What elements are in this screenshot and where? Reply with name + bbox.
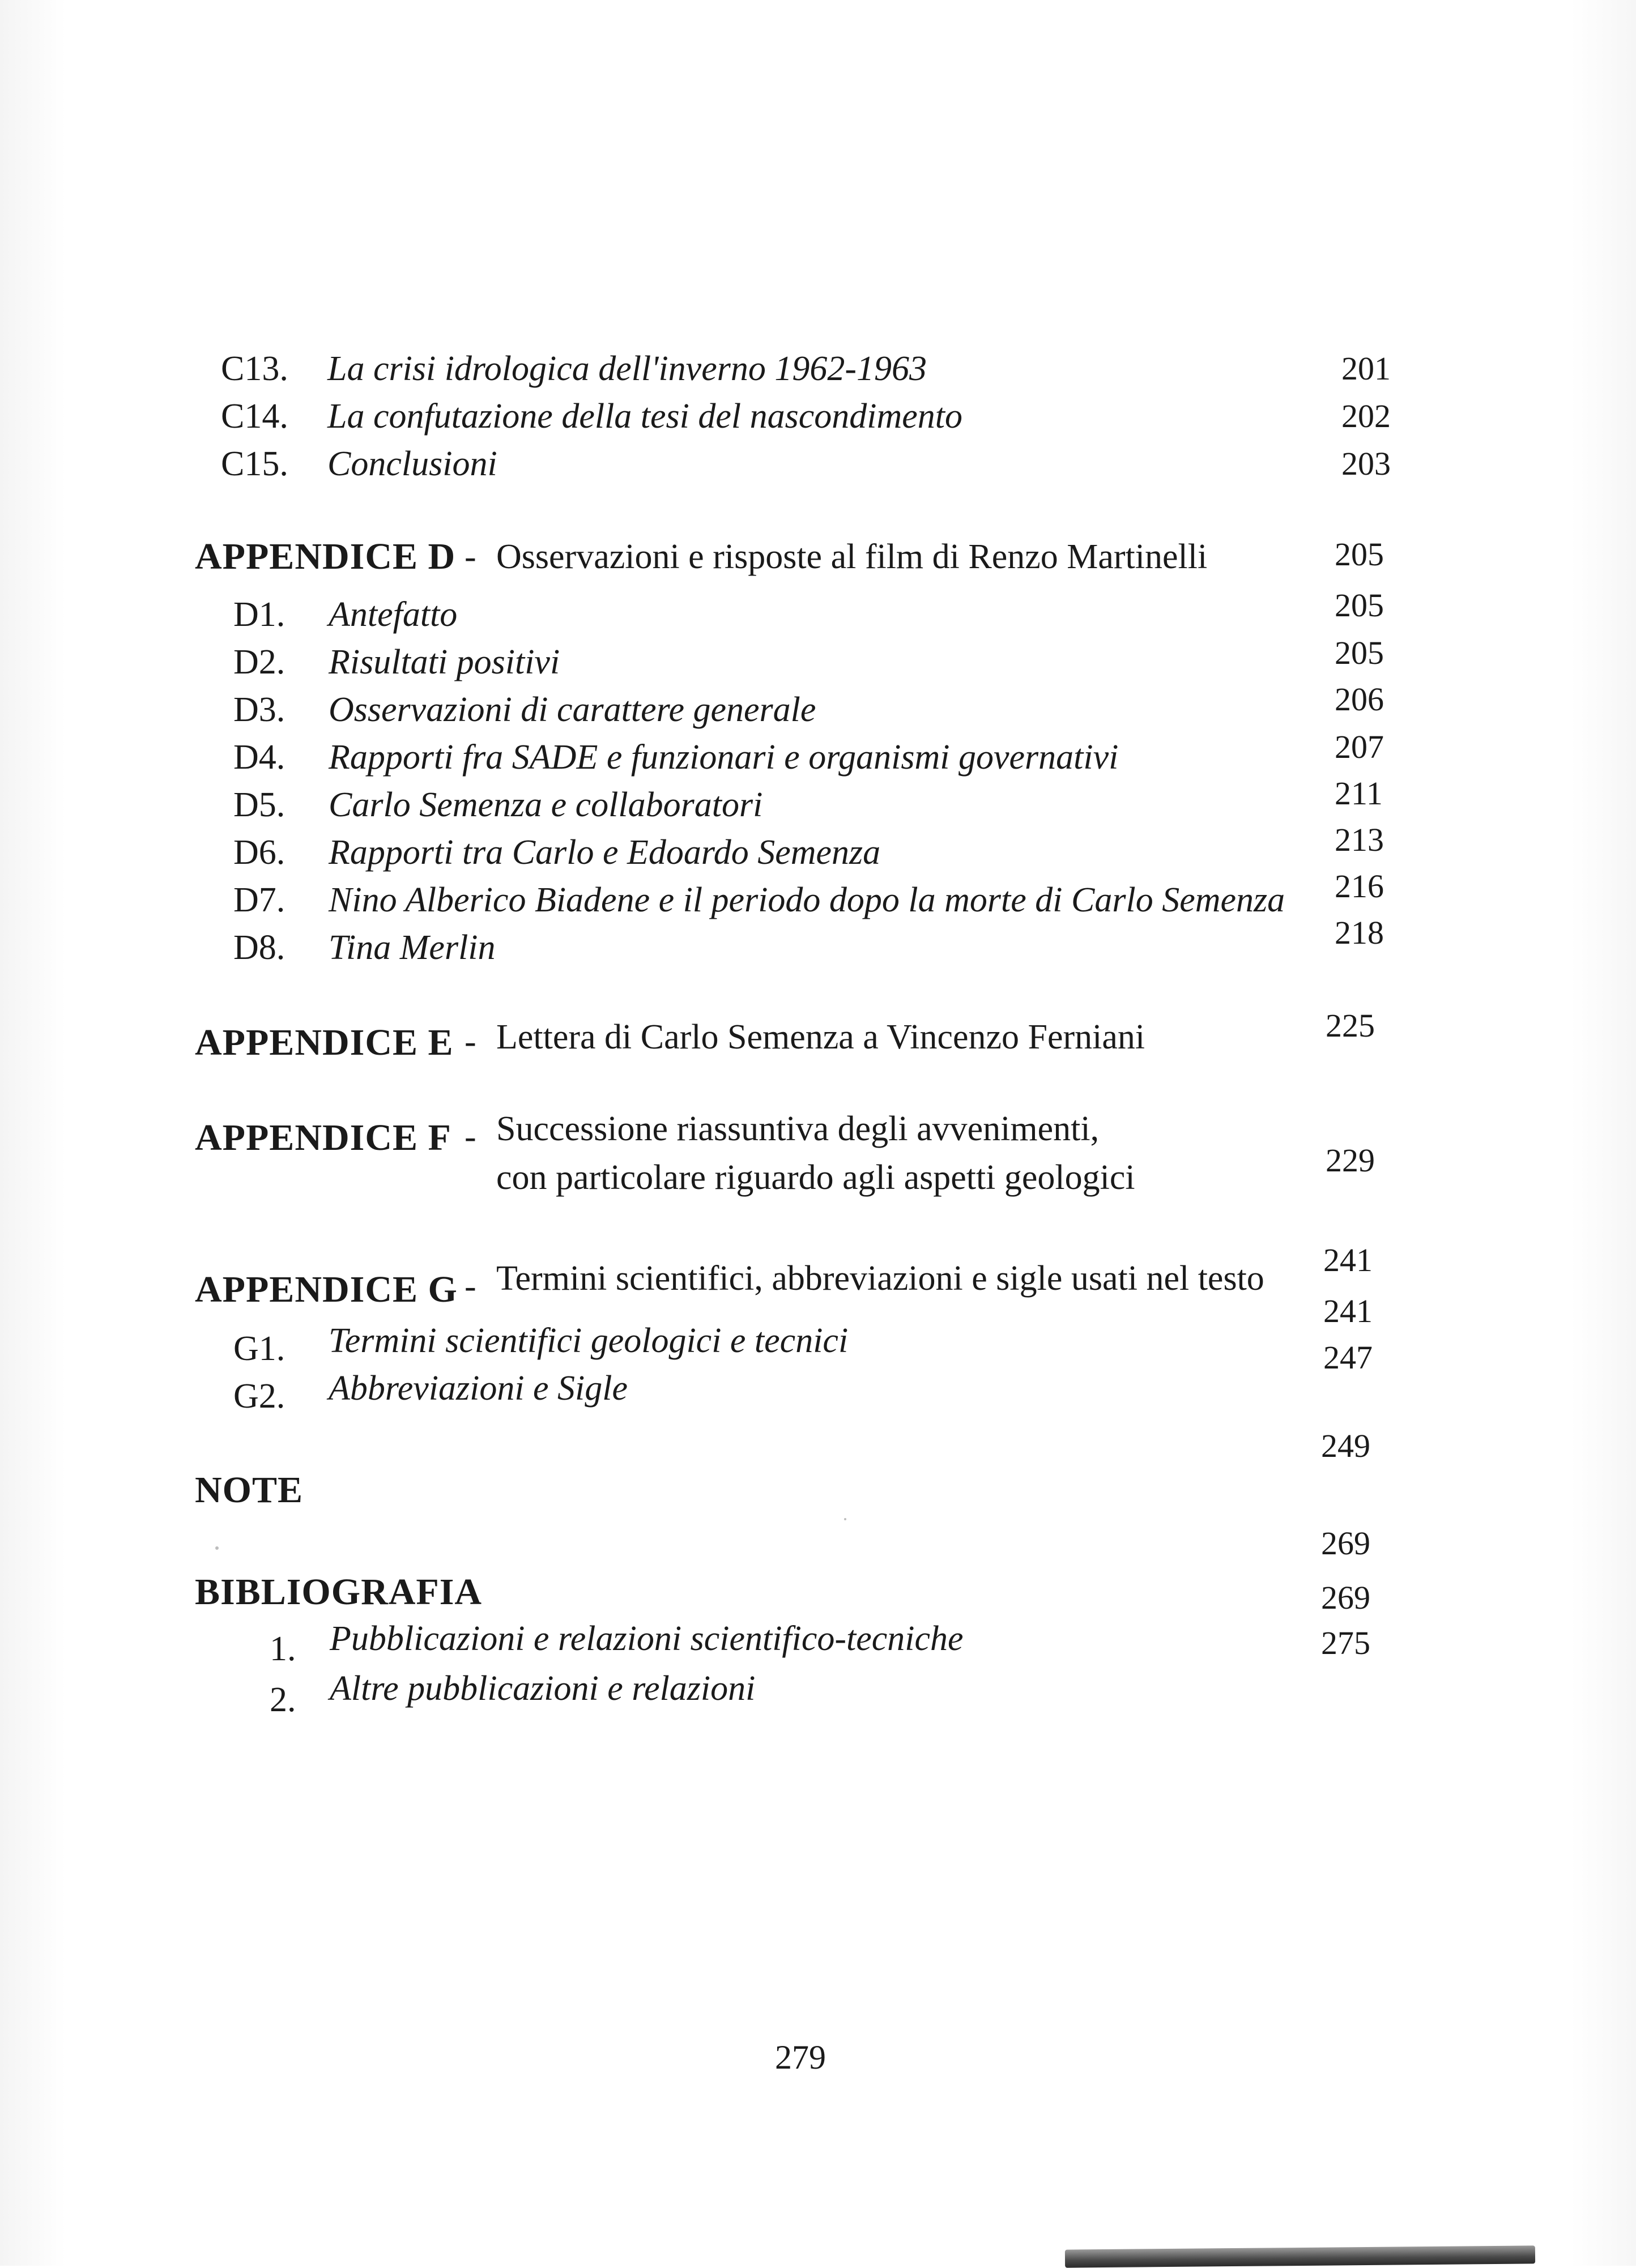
appendix-description: Termini scientifici, abbreviazioni e sigle usati nel testo xyxy=(496,1259,1264,1298)
entry-code: D3. xyxy=(233,690,286,729)
entry-code: D1. xyxy=(233,595,286,634)
entry-title: Rapporti tra Carlo e Edoardo Semenza xyxy=(329,833,881,872)
entry-code: D5. xyxy=(233,786,286,824)
entry-code: D8. xyxy=(233,928,286,967)
appendix-separator: - xyxy=(465,1022,476,1061)
appendix-page: 205 xyxy=(1335,536,1384,573)
entry-page: 216 xyxy=(1335,868,1384,905)
entry-title: Termini scientifici geologici e tecnici xyxy=(329,1321,849,1360)
entry-code: 2. xyxy=(270,1681,296,1719)
entry-code: D4. xyxy=(233,738,286,777)
entry-page: 205 xyxy=(1335,587,1384,624)
entry-page: 206 xyxy=(1335,681,1384,718)
entry-page: 203 xyxy=(1341,445,1391,482)
entry-page: 269 xyxy=(1321,1579,1370,1616)
entry-page: 207 xyxy=(1335,728,1384,765)
entry-title: Antefatto xyxy=(329,595,458,634)
bibliografia-heading: BIBLIOGRAFIA xyxy=(195,1571,483,1613)
page-number: 279 xyxy=(775,2039,826,2076)
entry-code: C14. xyxy=(221,397,288,436)
entry-page: 247 xyxy=(1323,1339,1373,1376)
appendix-page: 241 xyxy=(1323,1242,1373,1278)
entry-page: 213 xyxy=(1335,821,1384,858)
entry-title: Altre pubblicazioni e relazioni xyxy=(330,1669,756,1708)
appendix-description-line2: con particolare riguardo agli aspetti geologici xyxy=(496,1158,1135,1197)
entry-page: 205 xyxy=(1335,634,1384,671)
appendix-heading: APPENDICE E xyxy=(195,1022,454,1063)
appendix-page: 229 xyxy=(1326,1142,1375,1179)
note-heading: NOTE xyxy=(195,1469,304,1511)
entry-code: G2. xyxy=(233,1377,286,1416)
appendix-heading: APPENDICE F xyxy=(195,1117,451,1158)
entry-page: 218 xyxy=(1335,914,1384,951)
entry-code: D2. xyxy=(233,643,286,681)
appendix-description: Lettera di Carlo Semenza a Vincenzo Ferniani xyxy=(496,1018,1145,1056)
appendix-separator: - xyxy=(465,538,476,576)
entry-code: C15. xyxy=(221,445,288,483)
entry-page: 275 xyxy=(1321,1625,1370,1661)
entry-code: G1. xyxy=(233,1329,286,1368)
entry-title: Nino Alberico Biadene e il periodo dopo la morte di Carlo Semenza xyxy=(329,881,1285,919)
entry-page: 241 xyxy=(1323,1293,1373,1329)
entry-title: Abbreviazioni e Sigle xyxy=(329,1369,628,1408)
appendix-description: Osservazioni e risposte al film di Renzo Martinelli xyxy=(496,538,1208,576)
entry-title: La confutazione della tesi del nascondimento xyxy=(327,397,963,436)
entry-title: Pubblicazioni e relazioni scientifico-tecniche xyxy=(330,1619,964,1658)
appendix-description-line1: Successione riassuntiva degli avvenimenti, xyxy=(496,1110,1100,1148)
appendix-heading: APPENDICE D xyxy=(195,536,456,577)
entry-title: Risultati positivi xyxy=(329,643,560,681)
entry-title: Osservazioni di carattere generale xyxy=(329,690,816,729)
entry-page: 211 xyxy=(1335,775,1383,812)
entry-title: La crisi idrologica dell'inverno 1962-1963 xyxy=(327,349,927,388)
entry-title: Rapporti fra SADE e funzionari e organismi governativi xyxy=(329,738,1119,777)
entry-page: 202 xyxy=(1341,398,1391,434)
entry-page: 201 xyxy=(1341,350,1391,387)
entry-code: 1. xyxy=(270,1630,296,1668)
entry-code: D6. xyxy=(233,833,286,872)
appendix-heading: APPENDICE G xyxy=(195,1269,458,1310)
appendix-separator: - xyxy=(465,1118,476,1156)
paper-speck xyxy=(844,1518,846,1520)
entry-code: C13. xyxy=(221,349,288,388)
entry-title: Tina Merlin xyxy=(329,928,496,967)
entry-title: Carlo Semenza e collaboratori xyxy=(329,786,763,824)
note-page: 249 xyxy=(1321,1427,1370,1464)
paper-speck xyxy=(215,1546,219,1550)
bibliografia-page: 269 xyxy=(1321,1525,1370,1562)
entry-title: Conclusioni xyxy=(327,445,497,483)
appendix-page: 225 xyxy=(1326,1007,1375,1044)
appendix-separator: - xyxy=(465,1267,476,1306)
entry-code: D7. xyxy=(233,881,286,919)
